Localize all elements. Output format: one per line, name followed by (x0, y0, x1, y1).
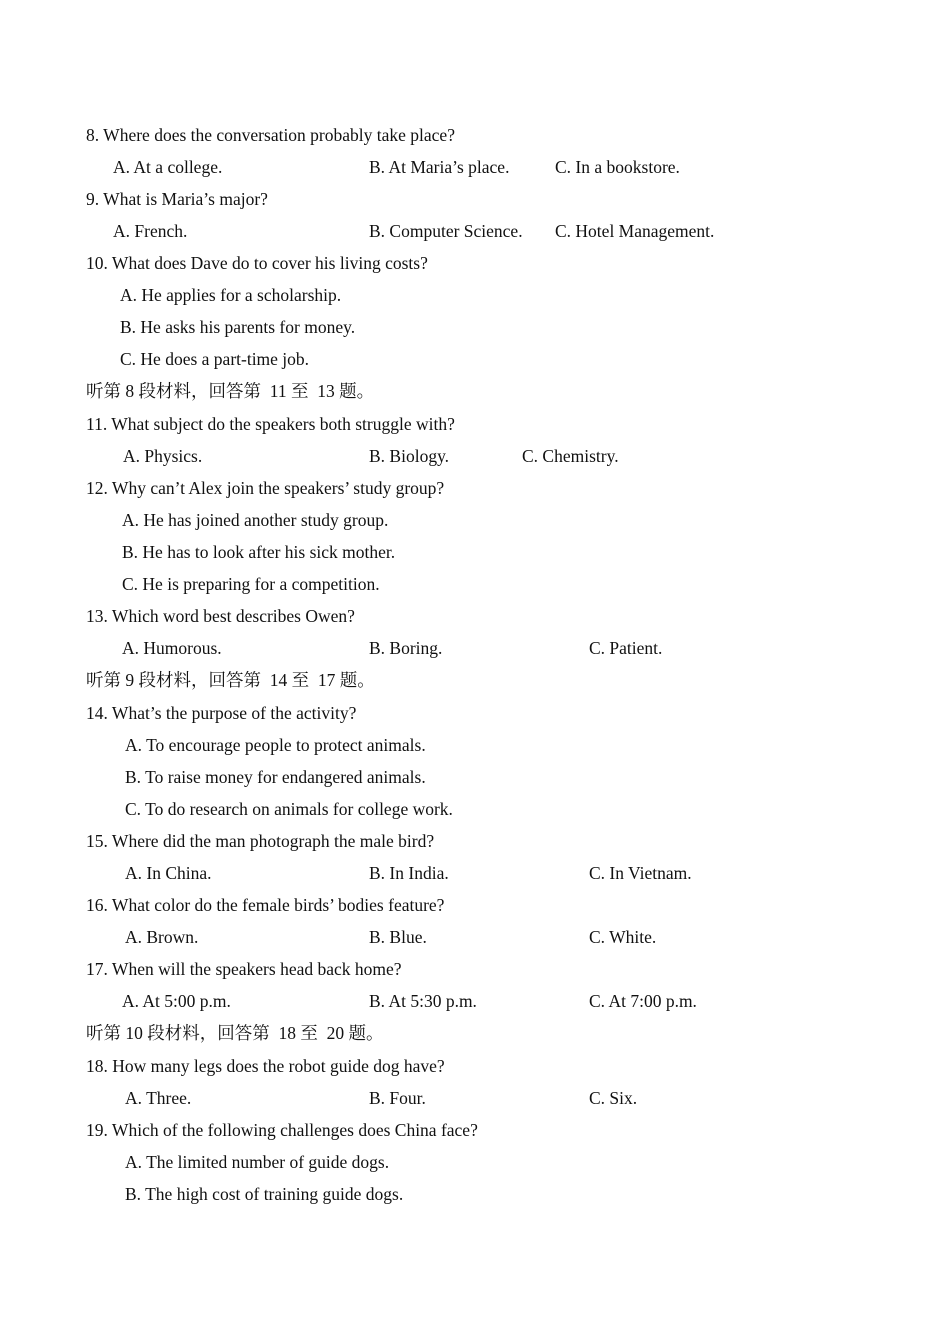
option-15a: A. In China. (125, 863, 212, 883)
option-12a: A. He has joined another study group. (122, 510, 389, 530)
option-16a: A. Brown. (125, 927, 199, 947)
option-14a: A. To encourage people to protect animals. (125, 735, 426, 755)
option-13b: B. Boring. (369, 638, 443, 658)
question-13: 13. Which word best describes Owen? (86, 606, 355, 626)
option-17b: B. At 5:30 p.m. (369, 991, 477, 1011)
option-18a: A. Three. (125, 1088, 192, 1108)
question-19: 19. Which of the following challenges does China face? (86, 1120, 478, 1140)
option-18c: C. Six. (589, 1088, 638, 1108)
option-9a: A. French. (113, 221, 188, 241)
option-11a: A. Physics. (123, 446, 203, 466)
option-16c: C. White. (589, 927, 657, 947)
option-8b: B. At Maria’s place. (369, 157, 510, 177)
option-11b: B. Biology. (369, 446, 450, 466)
question-8: 8. Where does the conversation probably take place? (86, 125, 455, 145)
question-10: 10. What does Dave do to cover his living costs? (86, 253, 428, 273)
option-17c: C. At 7:00 p.m. (589, 991, 697, 1011)
option-17a: A. At 5:00 p.m. (122, 991, 231, 1011)
question-18: 18. How many legs does the robot guide dog have? (86, 1056, 445, 1076)
option-13c: C. Patient. (589, 638, 663, 658)
section-heading-8: 听第 8 段材料，回答第 11 至 13 题。 (86, 381, 375, 401)
option-8c: C. In a bookstore. (555, 157, 680, 177)
option-19a: A. The limited number of guide dogs. (125, 1152, 390, 1172)
option-19b: B. The high cost of training guide dogs. (125, 1184, 404, 1204)
question-11: 11. What subject do the speakers both struggle with? (86, 414, 455, 434)
option-10b: B. He asks his parents for money. (120, 317, 356, 337)
option-9c: C. Hotel Management. (555, 221, 715, 241)
option-11c: C. Chemistry. (522, 446, 619, 466)
question-15: 15. Where did the man photograph the male bird? (86, 831, 435, 851)
option-13a: A. Humorous. (122, 638, 222, 658)
option-9b: B. Computer Science. (369, 221, 523, 241)
option-18b: B. Four. (369, 1088, 426, 1108)
question-12: 12. Why can’t Alex join the speakers’ study group? (86, 478, 445, 498)
option-16b: B. Blue. (369, 927, 427, 947)
question-16: 16. What color do the female birds’ bodies feature? (86, 895, 445, 915)
option-12b: B. He has to look after his sick mother. (122, 542, 396, 562)
option-14b: B. To raise money for endangered animals. (125, 767, 426, 787)
section-heading-10: 听第 10 段材料，回答第 18 至 20 题。 (86, 1023, 384, 1043)
question-14: 14. What’s the purpose of the activity? (86, 703, 357, 723)
option-8a: A. At a college. (113, 157, 223, 177)
option-12c: C. He is preparing for a competition. (122, 574, 380, 594)
option-10c: C. He does a part-time job. (120, 349, 310, 369)
option-15b: B. In India. (369, 863, 449, 883)
question-17: 17. When will the speakers head back home? (86, 959, 402, 979)
question-9: 9. What is Maria’s major? (86, 189, 268, 209)
option-15c: C. In Vietnam. (589, 863, 692, 883)
option-10a: A. He applies for a scholarship. (120, 285, 342, 305)
section-heading-9: 听第 9 段材料，回答第 14 至 17 题。 (86, 670, 375, 690)
option-14c: C. To do research on animals for college work. (125, 799, 453, 819)
